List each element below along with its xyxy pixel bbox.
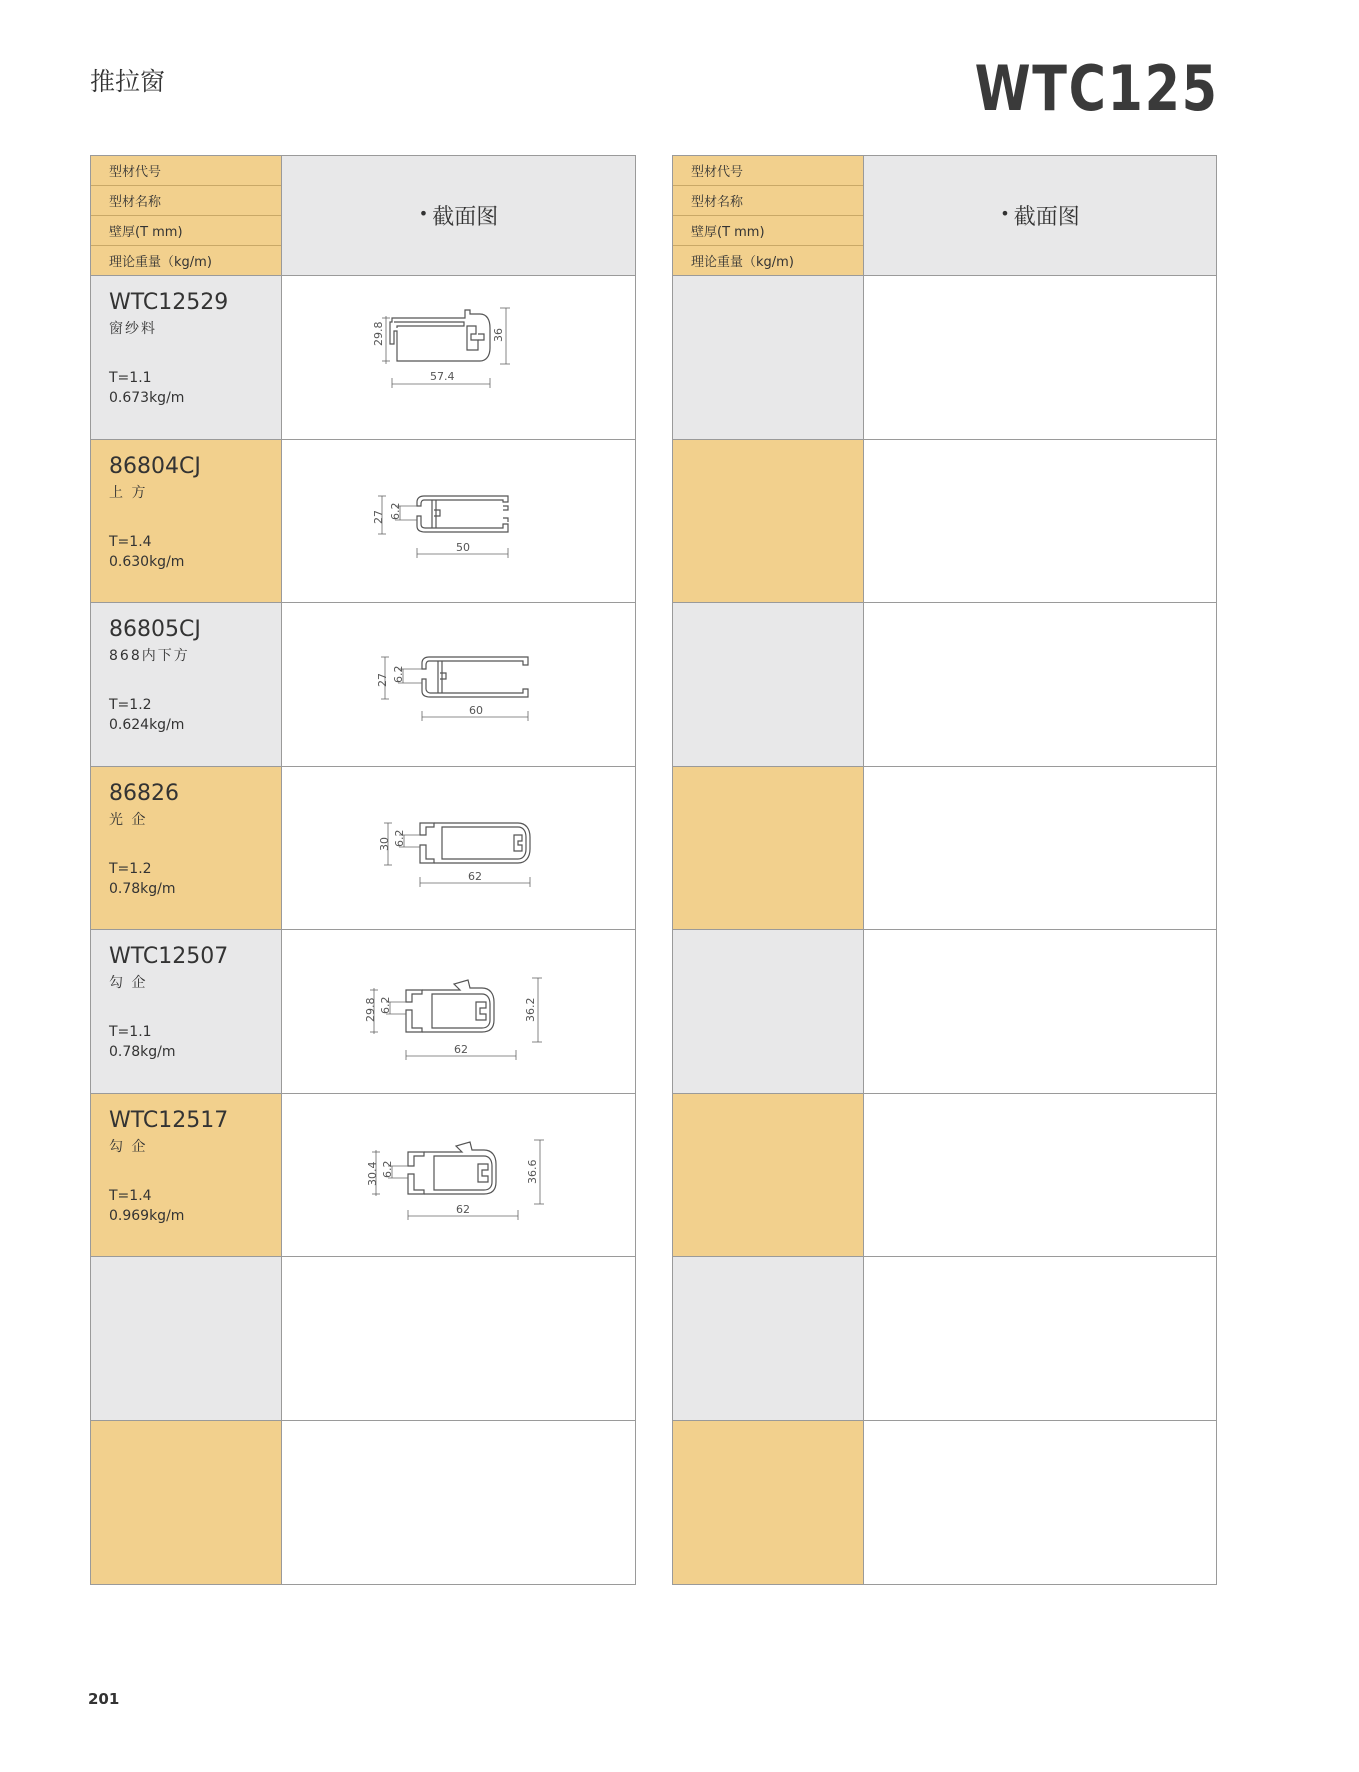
table-row: [673, 603, 1216, 767]
dim-slot: 6.2: [393, 829, 406, 847]
dim-height: 30.4: [366, 1161, 379, 1186]
dim-height: 29.8: [364, 997, 377, 1022]
section-title-text: 截面图: [1013, 205, 1080, 230]
section-diagram: [864, 1257, 1216, 1420]
profile-name: 868内下方: [109, 648, 190, 664]
table-row: [673, 440, 1216, 604]
profile-info: [673, 767, 864, 930]
dim-overall-height: 36: [492, 328, 505, 342]
section-diagram: [864, 276, 1216, 439]
dim-width: 62: [454, 1043, 468, 1056]
header-label-thickness: 壁厚(T mm): [673, 216, 863, 246]
table-row: [91, 440, 635, 604]
table-row: [673, 1257, 1216, 1421]
profile-info: [91, 1421, 282, 1585]
dim-height: 29.8: [372, 321, 385, 346]
profile-section-drawing: [282, 930, 635, 1092]
table-row: [673, 767, 1216, 931]
profile-thickness: T=1.2: [109, 860, 152, 877]
dim-width: 62: [456, 1202, 470, 1216]
profile-weight: 0.969kg/m: [109, 1207, 185, 1224]
profile-section-drawing: [282, 440, 635, 602]
dim-width: 60: [469, 704, 483, 717]
profile-info: [91, 603, 282, 766]
profile-name: 勾 企: [109, 975, 148, 991]
header-label-name: 型材名称: [673, 186, 863, 216]
page-number: 201: [88, 1690, 120, 1708]
dim-slot: 6.2: [381, 1160, 394, 1178]
section-diagram: [864, 603, 1216, 766]
profile-code: WTC12507: [109, 944, 229, 969]
profile-thickness: T=1.4: [109, 1187, 152, 1204]
table-row: [673, 1094, 1216, 1258]
section-diagram: [864, 440, 1216, 603]
profile-code: WTC12529: [109, 290, 229, 315]
profile-code: 86805CJ: [109, 617, 201, 642]
profile-info: [673, 276, 864, 439]
dim-overall-height: 36.6: [526, 1159, 539, 1184]
profile-info: [91, 1094, 282, 1257]
table-row: [91, 276, 635, 440]
header-label-weight: 理论重量（kg/m): [109, 255, 212, 270]
table-row: [91, 1257, 635, 1421]
header-label-code: 型材代号: [673, 156, 863, 186]
profile-code: WTC12517: [109, 1107, 229, 1133]
dim-slot: 6.2: [389, 502, 402, 520]
profile-info: [91, 930, 282, 1093]
profile-info: [673, 1421, 864, 1585]
profile-section-drawing: [282, 767, 635, 929]
table-header: [673, 156, 1216, 276]
table-row: [673, 276, 1216, 440]
dim-width: 62: [468, 869, 482, 883]
section-diagram: [282, 1257, 635, 1420]
dim-height: 27: [372, 509, 385, 524]
section-diagram: [282, 767, 635, 930]
header-label-code: 型材代号: [91, 156, 281, 186]
profile-thickness: T=1.4: [109, 533, 152, 550]
profile-thickness: T=1.1: [109, 370, 152, 386]
profile-name: 窗纱料: [109, 321, 157, 337]
section-diagram: [864, 767, 1216, 930]
profile-name: 上 方: [109, 484, 148, 501]
dim-height: 30: [378, 836, 391, 851]
header-label-thickness: 壁厚(T mm): [91, 216, 281, 246]
table-row: [673, 1421, 1216, 1585]
profile-info: [673, 440, 864, 603]
section-diagram: [864, 1421, 1216, 1585]
profile-info: [91, 1257, 282, 1420]
table-row: [91, 930, 635, 1094]
profile-weight: 0.78kg/m: [109, 880, 176, 897]
header-labels: [91, 156, 282, 275]
section-diagram: [282, 276, 635, 439]
profile-table-right: [672, 155, 1217, 1585]
table-header: [91, 156, 635, 276]
dim-slot: 6.2: [379, 996, 392, 1014]
page-category: 推拉窗: [90, 67, 166, 96]
section-diagram: [282, 603, 635, 766]
profile-info: [673, 603, 864, 766]
table-row: [91, 603, 635, 767]
header-label-name: 型材名称: [91, 186, 281, 216]
header-labels: [673, 156, 864, 275]
profile-info: [673, 930, 864, 1093]
section-title-text: 截面图: [432, 205, 499, 230]
profile-weight: 0.673kg/m: [109, 390, 185, 406]
profile-info: [91, 440, 282, 603]
table-row: [91, 767, 635, 931]
header-section-title: [864, 156, 1216, 275]
series-title: WTC125: [974, 52, 1219, 125]
bullet-icon: •: [1000, 204, 1010, 223]
profile-info: [673, 1257, 864, 1420]
dim-slot: 6.2: [392, 665, 405, 683]
dim-height: 27: [376, 673, 389, 687]
profile-info: [91, 276, 282, 439]
section-diagram: [282, 1094, 635, 1257]
profile-thickness: T=1.1: [109, 1024, 152, 1040]
profile-code: 86826: [109, 780, 179, 806]
header-section-title: [282, 156, 635, 275]
profile-table-left: [90, 155, 636, 1585]
profile-section-drawing: [282, 276, 635, 438]
section-diagram: [282, 1421, 635, 1585]
profile-code: 86804CJ: [109, 453, 201, 479]
section-diagram: [282, 930, 635, 1093]
section-diagram: [864, 1094, 1216, 1257]
dim-width: 50: [456, 540, 470, 554]
bullet-icon: •: [418, 204, 429, 223]
profile-weight: 0.630kg/m: [109, 553, 185, 570]
profile-section-drawing: [282, 1094, 635, 1256]
profile-name: 光 企: [109, 811, 148, 828]
profile-info: [673, 1094, 864, 1257]
table-row: [91, 1094, 635, 1258]
dim-width: 57.4: [430, 370, 455, 383]
header-label-weight: 理论重量（kg/m): [691, 255, 794, 270]
profile-weight: 0.624kg/m: [109, 717, 185, 733]
profile-weight: 0.78kg/m: [109, 1044, 176, 1060]
profile-name: 勾 企: [109, 1138, 148, 1155]
section-diagram: [864, 930, 1216, 1093]
profile-section-drawing: [282, 603, 635, 765]
profile-thickness: T=1.2: [109, 697, 152, 713]
section-diagram: [282, 440, 635, 603]
table-row: [673, 930, 1216, 1094]
profile-info: [91, 767, 282, 930]
table-row: [91, 1421, 635, 1585]
dim-overall-height: 36.2: [524, 997, 537, 1022]
